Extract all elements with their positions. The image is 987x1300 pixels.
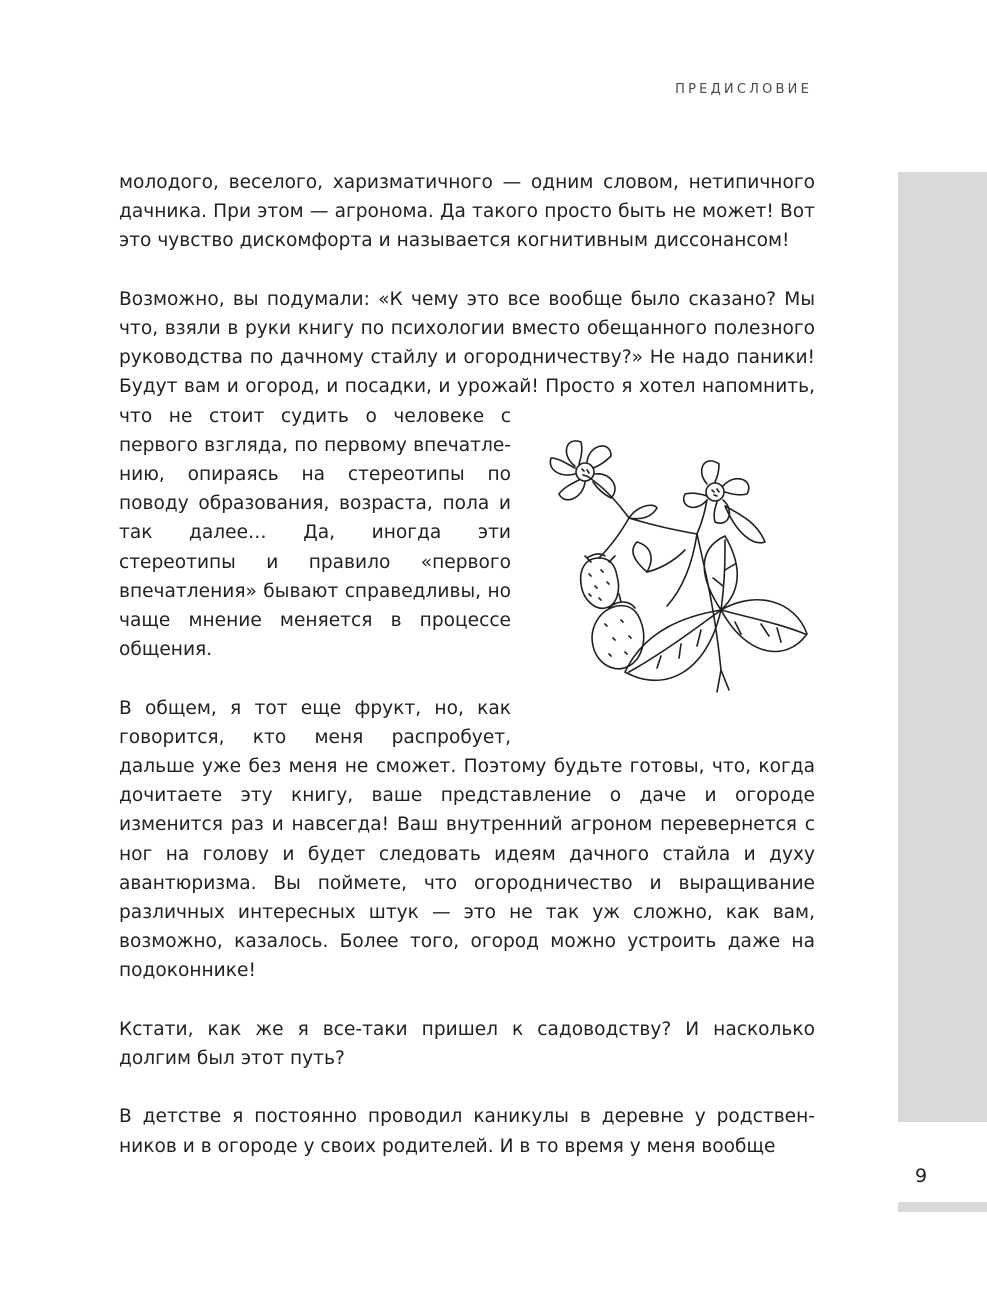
paragraph-3: В общем, я тот еще фрукт, но, как говорится, кто меня распробует, дальше уже без меня не сможет. Поэтому будьте готовы, что, когда дочитаете эту книгу, ваше представление о даче и огороде изменится раз и навсегда! Ваш внутренний агроном перевернется с ног на голову и будет следовать идеям дачного стайла и духу авантюризма. Вы поймете, что огородничество и выращивание различных интересных штук — это не так уж сложно, как вам, возможно, казалось. Более того, огород можно устроить даже на подоконнике!: [119, 697, 815, 982]
strawberry-illustration: [525, 410, 815, 722]
strawberry-leaf-icon: [625, 536, 807, 680]
page-number-bar: [898, 1202, 987, 1212]
strawberry-small-icon: [581, 553, 619, 607]
text-column: [119, 168, 815, 1161]
paragraph-4: Кстати, как же я все-таки пришел к садоводству? И насколько долгим был этот путь?: [119, 1018, 815, 1070]
page-number: 9: [914, 1165, 928, 1187]
strawberry-large-icon: [592, 594, 644, 669]
running-header: ПРЕДИСЛОВИЕ: [675, 82, 812, 97]
paragraph-2-part-2: с первого взгляда, по первому впечатлению, опираясь на стереотипы по поводу образования, возраста, пола и так далее… Да, иногда эти стереотипы и правило «первого впечатления» бывают справедливы, но чаще мнение меняется в процессе общения.: [119, 405, 511, 661]
paragraph-2: [119, 285, 815, 665]
paragraph-5: В детстве я постоянно проводил каникулы в деревне у родственников и в огороде у своих родителей. И в то время у меня вообще: [119, 1106, 815, 1157]
strawberry-plant-sketch-icon: [525, 410, 815, 710]
paragraph-2-part-1: Возможно, вы подумали: «К чему это все вообще было сказано? Мы что, взяли в руки книгу по психологии вместо обещанного полезного руководства по дачному стайлу и огородничеству?» Не надо паники! Будут вам и огород, и посадки, и урожай! Просто я хотел напомнить, что не стоит судить о человеке: [119, 288, 815, 427]
chapter-side-tab: [898, 172, 987, 1122]
paragraph-1: молодого, веселого, харизматичного — одним словом, нетипичного дачника. При этом — агронома. Да такого просто быть не может! Вот это чувство дискомфорта и называется когнитивным диссонансом!: [119, 172, 815, 252]
